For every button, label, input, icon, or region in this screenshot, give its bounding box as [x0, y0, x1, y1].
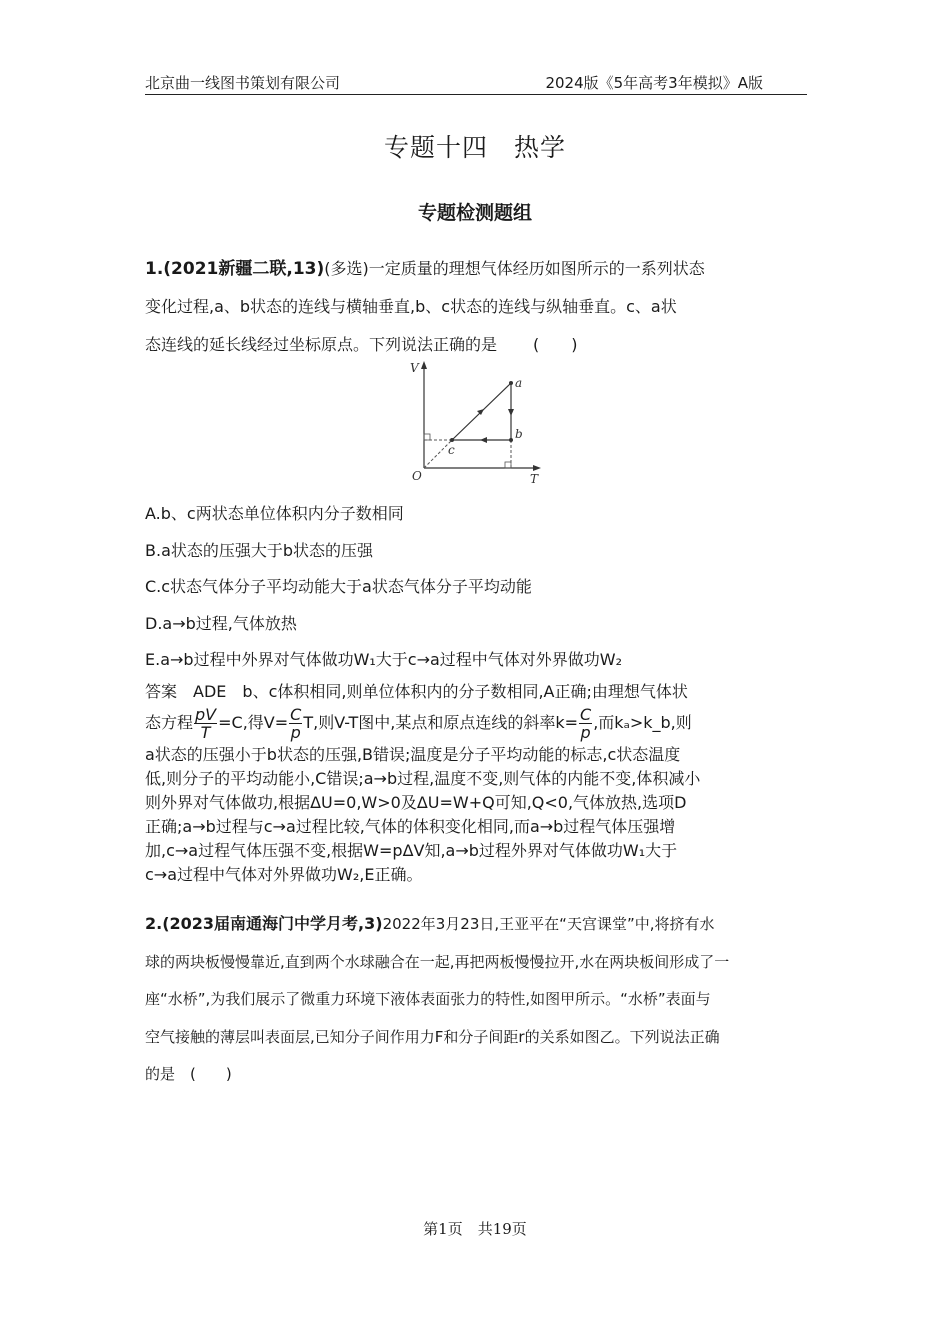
question-1-number: 1.(2021新疆二联,13) — [145, 259, 325, 279]
point-c — [450, 438, 454, 442]
question-1-line-3: 态连线的延长线经过坐标原点。下列说法正确的是 ( ) — [145, 335, 578, 354]
answer-line-2: 态方程 $\frac{pV}{T}$ =C,得V= $\frac{C}{p}$ T,则V-T图中,某点和原点连线的斜率k= $\frac{C}{p}$ ,而kₐ>k_b,则 — [145, 705, 692, 742]
question-2-number: 2.(2023届南通海门中学月考,3) — [145, 914, 383, 933]
question-2-line-1: 2.(2023届南通海门中学月考,3)2022年3月23日,王亚平在“天宫课堂”中,将挤有水 — [145, 914, 715, 933]
y-axis-label: V — [410, 361, 419, 375]
question-2-line-3: 座“水桥”,为我们展示了微重力环境下液体表面张力的特性,如图甲所示。“水桥”表面与 — [145, 990, 711, 1008]
question-1-options — [145, 496, 805, 679]
y-axis-arrow — [421, 361, 427, 369]
book-edition: 2024版《5年高考3年模拟》A版 — [545, 74, 763, 92]
answer-line-7: 加,c→a过程气体压强不变,根据W=pΔV知,a→b过程外界对气体做功W₁大于 — [145, 841, 678, 860]
question-2-line-4: 空气接触的薄层叫表面层,已知分子间作用力F和分子间距r的关系如图乙。下列说法正确 — [145, 1027, 720, 1046]
point-b-label: b — [515, 427, 523, 441]
answer-line-3: a状态的压强小于b状态的压强,B错误;温度是分子平均动能的标志,c状态温度 — [145, 745, 681, 764]
option-a: A.b、c两状态单位体积内分子数相同 — [145, 504, 404, 523]
right-angle-mark-x — [505, 462, 511, 468]
vt-diagram — [400, 358, 550, 488]
publisher-name: 北京曲一线图书策划有限公司 — [145, 74, 341, 92]
question-2-line-2: 球的两块板慢慢靠近,直到两个水球融合在一起,再把两板慢慢拉开,水在两块板间形成了一 — [145, 952, 730, 971]
option-d: D.a→b过程,气体放热 — [145, 613, 297, 633]
right-angle-mark-y — [424, 434, 430, 440]
answer-line-5: 则外界对气体做功,根据ΔU=0,W>0及ΔU=W+Q可知,Q<0,气体放热,选项D — [145, 793, 687, 812]
fraction-c-over-p: $\frac{C}{p}$ — [290, 705, 302, 742]
arrow-a-to-b — [508, 409, 514, 416]
point-a — [509, 381, 513, 385]
option-e: E.a→b过程中外界对气体做功W₁大于c→a过程中气体对外界做功W₂ — [145, 650, 623, 669]
answer-line-6: 正确;a→b过程与c→a过程比较,气体的体积变化相同,而a→b过程气体压强增 — [145, 817, 676, 836]
arrow-b-to-c — [480, 437, 487, 443]
question-1-line-2: 变化过程,a、b状态的连线与横轴垂直,b、c状态的连线与纵轴垂直。c、a状 — [145, 297, 677, 316]
option-c: C.c状态气体分子平均动能大于a状态气体分子平均动能 — [145, 577, 532, 596]
answer-line-1: 答案 ADE b、c体积相同,则单位体积内的分子数相同,A正确;由理想气体状 — [145, 682, 688, 701]
page-header — [145, 70, 807, 95]
answer-line-4: 低,则分子的平均动能小,C错误;a→b过程,温度不变,则气体的内能不变,体积减小 — [145, 769, 701, 788]
origin-label: O — [412, 469, 422, 483]
fraction-slope-c-over-p: $\frac{C}{p}$ — [580, 705, 592, 742]
page-footer: 第1页 共19页 — [423, 1220, 527, 1238]
answer-label: 答案 ADE — [145, 682, 227, 701]
question-2 — [145, 905, 807, 1094]
answer-bracket: ( ) — [533, 335, 578, 354]
point-b — [509, 438, 513, 442]
fraction-pv-over-t: $\frac{pV}{T}$ — [195, 705, 217, 742]
point-c-label: c — [448, 443, 455, 457]
answer-line-8: c→a过程中气体对外界做功W₂,E正确。 — [145, 865, 423, 884]
chapter-title: 专题十四 热学 — [383, 133, 566, 162]
x-axis-arrow — [533, 465, 541, 471]
section-subtitle: 专题检测题组 — [417, 202, 532, 224]
option-b: B.a状态的压强大于b状态的压强 — [145, 540, 374, 560]
question-1 — [145, 250, 805, 364]
question-2-line-5: 的是 ( ) — [145, 1065, 232, 1083]
question-1-line-1: 1.(2021新疆二联,13)(多选)一定质量的理想气体经历如图所示的一系列状态 — [145, 259, 705, 279]
answer-explanation — [145, 680, 807, 887]
point-a-label: a — [515, 376, 523, 390]
x-axis-label: T — [530, 472, 539, 486]
